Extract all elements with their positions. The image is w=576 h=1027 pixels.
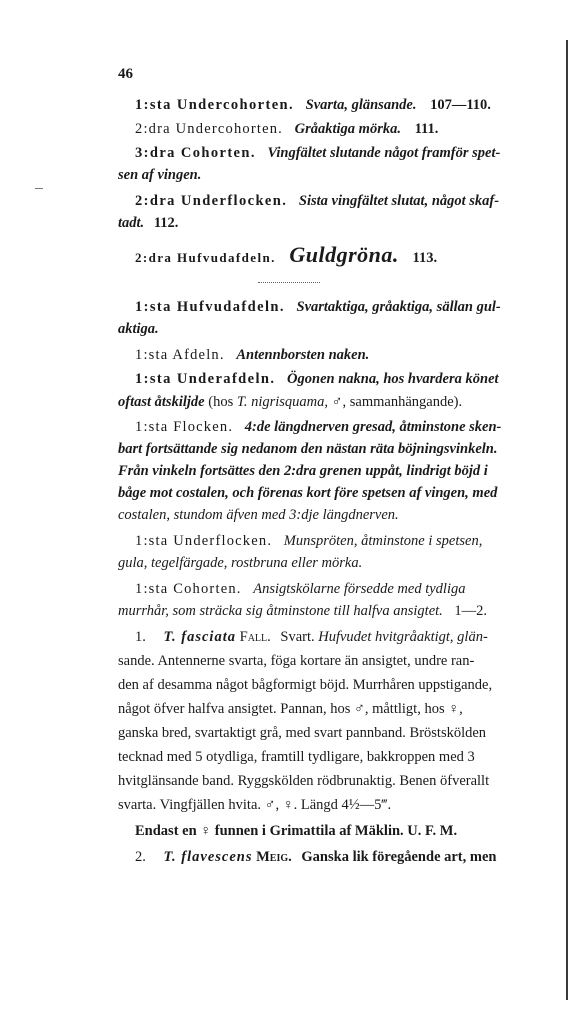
key-desc: 4:de längdnerven gresad, åtminstone sken- <box>244 419 502 435</box>
species-name: T. flavescens <box>163 849 253 865</box>
species-desc-line: sande. Antennerne svarta, föga kortare än ansigtet, undre ran- <box>118 653 475 669</box>
key-line <box>135 298 501 316</box>
species-desc-line: tecknad med 5 otydliga, framtill tydligare, bakkroppen med 3 <box>118 749 475 765</box>
page-edge-rule <box>566 40 568 1000</box>
key-desc: murrhår, som sträcka sig åtminstone till halfva ansigtet. <box>118 603 443 619</box>
species-author: Fall. <box>239 629 271 645</box>
key-lead: 1:sta Hufvudafdeln. <box>135 299 285 315</box>
key-line-cont <box>118 166 201 184</box>
species-desc: Hufvudet hvitgråaktigt, glän- <box>318 629 488 645</box>
key-line-cont <box>118 440 498 458</box>
key-desc: Vingfältet slutande något framför spet- <box>267 145 501 161</box>
key-desc: bart fortsättande sig nedanom den nästan räta böjningsvinkeln. <box>118 441 498 457</box>
key-line <box>135 418 501 436</box>
key-lead: 2:dra Undercohorten. <box>135 121 284 137</box>
key-range: 112. <box>153 215 179 231</box>
species-name: T. fasciata <box>163 629 236 645</box>
key-lead: 1:sta Flocken. <box>135 419 234 435</box>
key-line <box>135 96 565 114</box>
key-lead: 1:sta Underafdeln. <box>135 371 276 387</box>
key-heading-big: Guldgröna. <box>289 242 399 267</box>
key-line-cont <box>118 462 488 480</box>
key-line <box>135 242 437 271</box>
key-desc: (hos <box>208 394 234 410</box>
key-lead: 3:dra Cohorten. <box>135 145 256 161</box>
species-desc: Ganska lik föregående art, men <box>301 849 497 865</box>
key-lead: 1:sta Afdeln. <box>135 347 225 363</box>
margin-mark <box>35 188 43 189</box>
key-line-cont <box>118 484 497 502</box>
key-desc: Gråaktiga mörka. <box>294 121 401 137</box>
key-line <box>135 532 482 550</box>
page-number: 46 <box>118 66 133 82</box>
key-lead: 2:dra Hufvudafdeln. <box>135 250 276 265</box>
key-range: 107—110. <box>430 97 491 113</box>
key-desc: båge mot costalen, och förenas kort före spetsen af vingen, med <box>118 485 498 501</box>
key-desc: oftast åtskiljde <box>118 394 205 410</box>
key-desc: ♂, sammanhängande). <box>331 394 463 410</box>
species-desc-line: den af desamma något bågformigt böjd. Murrhåren uppstigande, <box>118 677 493 693</box>
key-desc: Från vinkeln fortsättes den 2:dra grenen uppåt, lindrigt böjd i <box>118 463 488 479</box>
key-desc: Sista vingfältet slutat, något skaf- <box>298 193 500 209</box>
key-line <box>135 120 438 138</box>
species-locality: Endast en ♀ funnen i Grimattila af Mäklin. U. F. M. <box>135 823 458 839</box>
key-range: 111. <box>414 121 439 137</box>
key-desc: Antennborsten naken. <box>236 347 370 363</box>
key-range: 113. <box>412 250 438 266</box>
key-desc: Ögonen nakna, hos hvardera könet <box>287 371 499 387</box>
key-desc: Munspröten, åtminstone i spetsen, <box>283 533 483 549</box>
section-separator <box>258 282 320 283</box>
key-lead: 1:sta Undercohorten. <box>135 97 295 113</box>
key-desc: aktiga. <box>118 321 159 337</box>
species-desc-line: svarta. Vingfjällen hvita. ♂, ♀. Längd 4½—5‴. <box>118 797 392 813</box>
key-desc: Ansigtskölarne försedde med tydliga <box>253 581 466 597</box>
species-desc-line: hvitglänsande band. Ryggskölden rödbrunaktig. Benen öfverallt <box>118 773 490 789</box>
key-desc: Svartaktiga, gråaktiga, sällan gul- <box>296 299 501 315</box>
species-ref: T. nigrisquama, <box>236 394 329 410</box>
key-line-cont <box>118 393 462 411</box>
key-line <box>135 370 499 388</box>
key-line <box>135 192 499 210</box>
key-lead: 1:sta Cohorten. <box>135 581 242 597</box>
key-line <box>135 144 500 162</box>
key-line-cont <box>118 214 178 232</box>
species-number: 1. <box>135 629 146 645</box>
species-desc-line: något öfver halfva ansigtet. Pannan, hos ♂, måttligt, hos ♀, <box>118 701 463 717</box>
key-line <box>135 580 465 598</box>
key-line <box>135 346 369 364</box>
key-range: 1—2. <box>454 603 488 619</box>
species-entry-head <box>135 848 496 866</box>
key-lead: 2:dra Underflocken. <box>135 193 288 209</box>
key-line-cont <box>118 320 159 338</box>
key-line-cont <box>118 506 399 524</box>
species-entry-head <box>135 628 488 646</box>
species-author: Meig. <box>256 849 292 865</box>
species-number: 2. <box>135 849 146 865</box>
key-desc: sen af vingen. <box>118 167 202 183</box>
key-desc: costalen, stundom äfven med 3:dje längdnerven. <box>118 507 399 523</box>
key-desc: Svarta, glänsande. <box>305 97 417 113</box>
key-desc: gula, tegelfärgade, rostbruna eller mörka. <box>118 555 363 571</box>
key-line-cont <box>118 602 487 620</box>
species-desc: Svart. <box>280 629 315 645</box>
key-desc: tadt. <box>118 215 145 231</box>
key-line-cont <box>118 554 362 572</box>
species-desc-line: ganska bred, svartaktigt grå, med svart pannband. Bröstskölden <box>118 725 487 741</box>
key-lead: 1:sta Underflocken. <box>135 533 273 549</box>
